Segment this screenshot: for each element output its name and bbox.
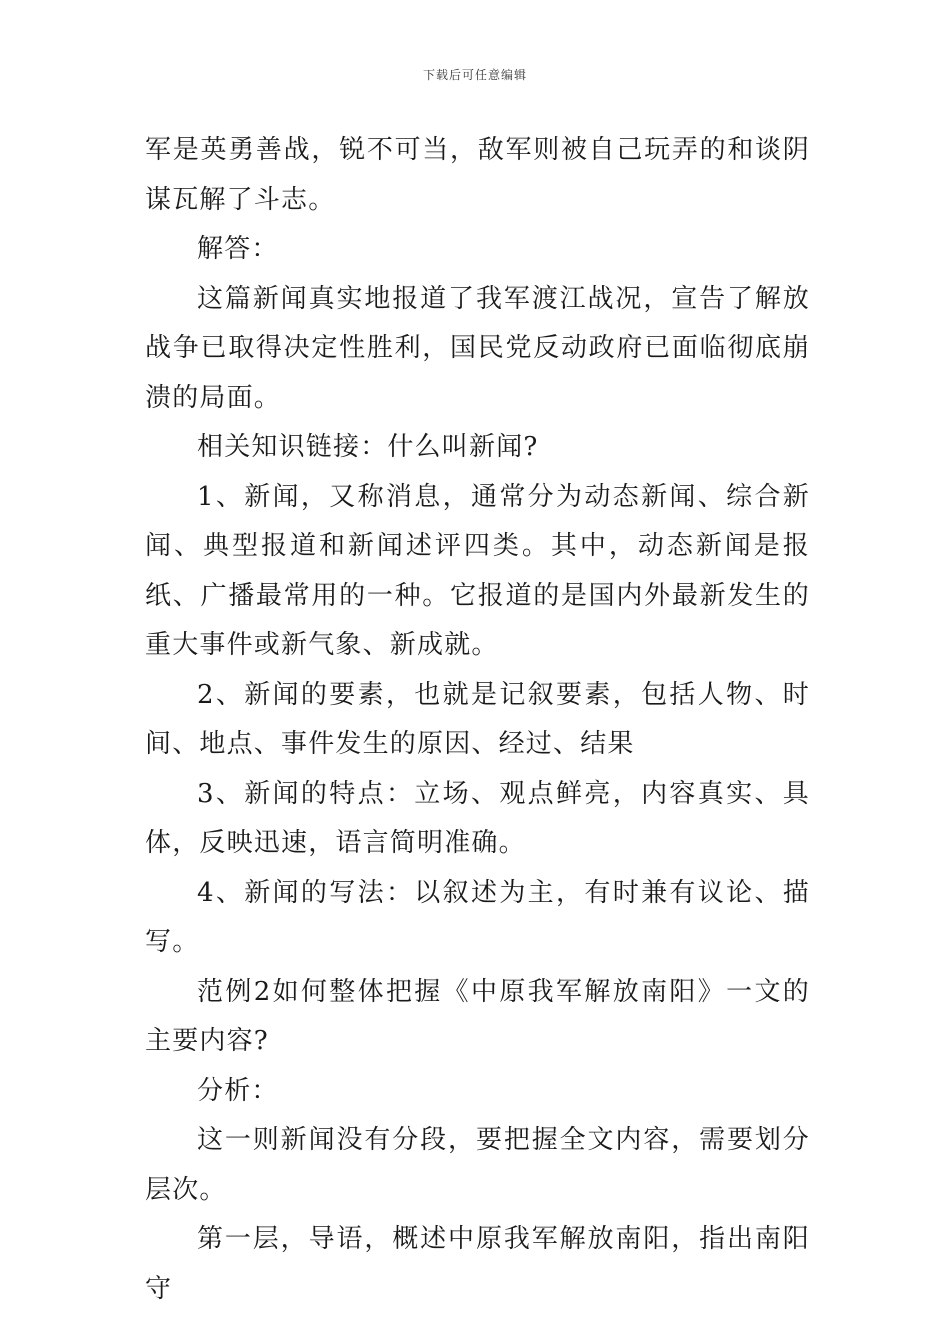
paragraph-point-1: 1、新闻，又称消息，通常分为动态新闻、综合新闻、典型报道和新闻述评四类。其中，动态新闻是报纸、广播最常用的一种。它报道的是国内外最新发生的重大事件或新气象、新成就。 xyxy=(145,481,810,660)
document-body xyxy=(145,126,810,1314)
paragraph-analysis: 这一则新闻没有分段，要把握全文内容，需要划分层次。 xyxy=(145,1125,810,1205)
paragraph-continuation: 军是英勇善战，锐不可当，敌军则被自己玩弄的和谈阴谋瓦解了斗志。 xyxy=(145,135,810,215)
paragraph-knowledge-link: 相关知识链接：什么叫新闻? xyxy=(197,432,539,462)
paragraph-answer: 这篇新闻真实地报道了我军渡江战况，宣告了解放战争已取得决定性胜利，国民党反动政府已面临彻底崩溃的局面。 xyxy=(145,283,810,413)
paragraph-analysis-label: 分析： xyxy=(197,1075,279,1106)
paragraph-point-2: 2、新闻的要素，也就是记叙要素，包括人物、时间、地点、事件发生的原因、经过、结果 xyxy=(145,679,810,759)
paragraph-point-3: 3、新闻的特点：立场、观点鲜亮，内容真实、具体，反映迅速，语言简明准确。 xyxy=(145,778,810,858)
page-header: 下载后可任意编辑 xyxy=(422,68,527,82)
paragraph-example-2: 范例2如何整体把握《中原我军解放南阳》一文的主要内容? xyxy=(145,976,810,1056)
paragraph-point-4: 4、新闻的写法：以叙述为主，有时兼有议论、描写。 xyxy=(145,877,810,957)
paragraph-first-layer: 第一层，导语，概述中原我军解放南阳，指出南阳守 xyxy=(145,1224,810,1304)
paragraph-answer-label: 解答： xyxy=(197,234,279,264)
